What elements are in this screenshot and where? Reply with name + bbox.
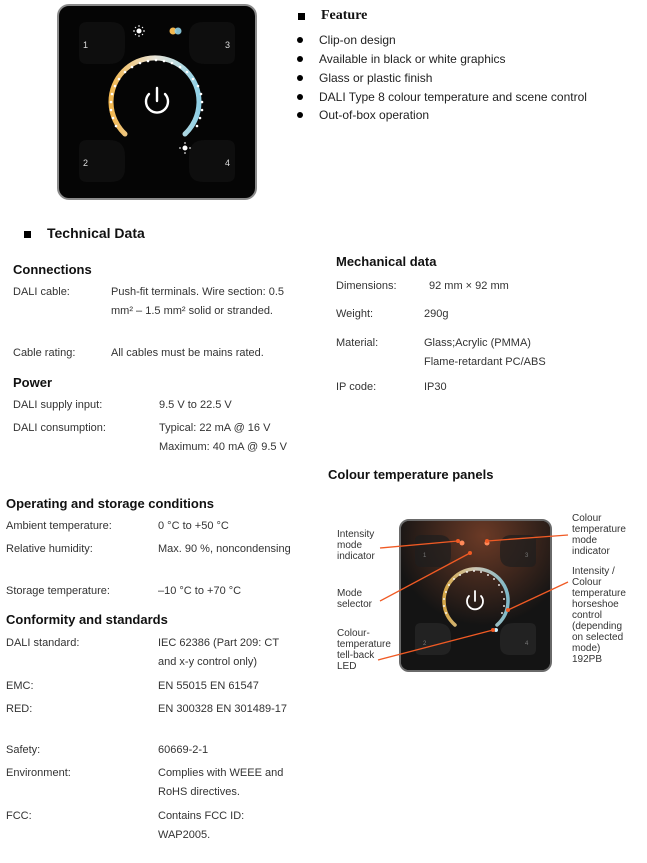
ambient-value: 0 °C to +50 °C xyxy=(158,520,229,532)
fcc-value: Contains FCC ID: xyxy=(158,810,245,822)
conformity-heading: Conformity and standards xyxy=(6,612,168,627)
mechanical-heading: Mechanical data xyxy=(336,254,437,269)
power-heading: Power xyxy=(13,375,53,390)
red-label: RED: xyxy=(6,703,33,715)
ip-code-value: IP30 xyxy=(424,381,447,393)
ambient-label: Ambient temperature: xyxy=(6,520,112,532)
environment-value-2: RoHS directives. xyxy=(158,786,240,798)
safety-value: 60669-2-1 xyxy=(158,744,209,756)
weight-label: Weight: xyxy=(336,308,374,320)
dimensions-label: Dimensions: xyxy=(336,280,397,292)
ct-panels-heading: Colour temperature panels xyxy=(328,467,494,482)
consumption-maximum: Maximum: 40 mA @ 9.5 V xyxy=(159,441,287,453)
annotation-intensity-mode: Intensity mode indicator xyxy=(337,529,375,562)
emc-value: EN 55015 EN 61547 xyxy=(158,680,259,692)
panel-number-2: 2 xyxy=(83,158,89,168)
annotation-ct-mode: Colour temperature mode indicator xyxy=(572,513,626,557)
material-label: Material: xyxy=(336,337,379,349)
material-value-2: Flame-retardant PC/ABS xyxy=(424,356,546,368)
ct-number-2: 2 xyxy=(423,641,427,647)
annotation-tellback-led: Colour- temperature tell-back LED xyxy=(337,628,391,672)
panel-number-3: 3 xyxy=(225,40,231,50)
dali-cable-label: DALI cable: xyxy=(13,286,70,298)
technical-heading: Technical Data xyxy=(47,225,145,241)
material-value: Glass;Acrylic (PMMA) xyxy=(424,337,531,349)
feature-heading: Feature xyxy=(321,8,368,23)
dali-standard-label: DALI standard: xyxy=(6,637,80,649)
cable-rating-value: All cables must be mains rated. xyxy=(111,347,264,359)
weight-value: 290g xyxy=(424,308,449,320)
annotation-mode-selector: Mode selector xyxy=(337,588,373,610)
dali-standard-value: IEC 62386 (Part 209: CT xyxy=(158,637,280,649)
model-number: 192PB xyxy=(572,654,603,665)
connections-heading: Connections xyxy=(13,262,92,277)
fcc-value-2: WAP2005. xyxy=(158,829,211,841)
callout-intensity-mode xyxy=(380,541,458,548)
ct-number-1: 1 xyxy=(423,553,427,559)
dali-cable-value: Push-fit terminals. Wire section: 0.5 xyxy=(111,286,285,298)
storage-label: Storage temperature: xyxy=(6,585,110,597)
feature-item: Clip-on design xyxy=(319,33,396,47)
dali-standard-value-2: and x-y control only) xyxy=(158,656,258,668)
consumption-typical: Typical: 22 mA @ 16 V xyxy=(159,422,271,434)
feature-item: Available in black or white graphics xyxy=(319,52,506,66)
callout-ct-mode xyxy=(487,535,568,541)
supply-value: 9.5 V to 22.5 V xyxy=(159,399,232,411)
red-value: EN 300328 EN 301489-17 xyxy=(158,703,288,715)
callout-horseshoe xyxy=(508,582,568,610)
ct-number-3: 3 xyxy=(525,553,529,559)
callout-mode-selector xyxy=(380,553,470,601)
humidity-value: Max. 90 %, noncondensing xyxy=(158,543,291,555)
panel-number-4: 4 xyxy=(225,158,231,168)
callout-tellback xyxy=(378,630,493,660)
feature-item: Out-of-box operation xyxy=(319,108,430,122)
operating-heading: Operating and storage conditions xyxy=(6,496,215,511)
dimensions-value: 92 mm × 92 mm xyxy=(429,280,509,292)
safety-label: Safety: xyxy=(6,744,41,756)
humidity-label: Relative humidity: xyxy=(6,543,93,555)
panel-number-1: 1 xyxy=(83,40,89,50)
storage-value: –10 °C to +70 °C xyxy=(158,585,242,597)
fcc-label: FCC: xyxy=(6,810,32,822)
environment-value: Complies with WEEE and xyxy=(158,767,284,779)
feature-item: Glass or plastic finish xyxy=(319,71,433,85)
cable-rating-label: Cable rating: xyxy=(13,347,76,359)
supply-label: DALI supply input: xyxy=(13,399,103,411)
feature-item: DALI Type 8 colour temperature and scene control xyxy=(319,90,587,104)
ip-code-label: IP code: xyxy=(336,381,377,393)
environment-label: Environment: xyxy=(6,767,71,779)
annotation-horseshoe: Intensity / Colour temperature horseshoe control (depending on selected mode) 192PB xyxy=(572,566,626,665)
emc-label: EMC: xyxy=(6,680,34,692)
ct-number-4: 4 xyxy=(525,641,529,647)
dali-cable-value-2: mm² – 1.5 mm² solid or stranded. xyxy=(111,305,273,317)
consumption-label: DALI consumption: xyxy=(13,422,106,434)
